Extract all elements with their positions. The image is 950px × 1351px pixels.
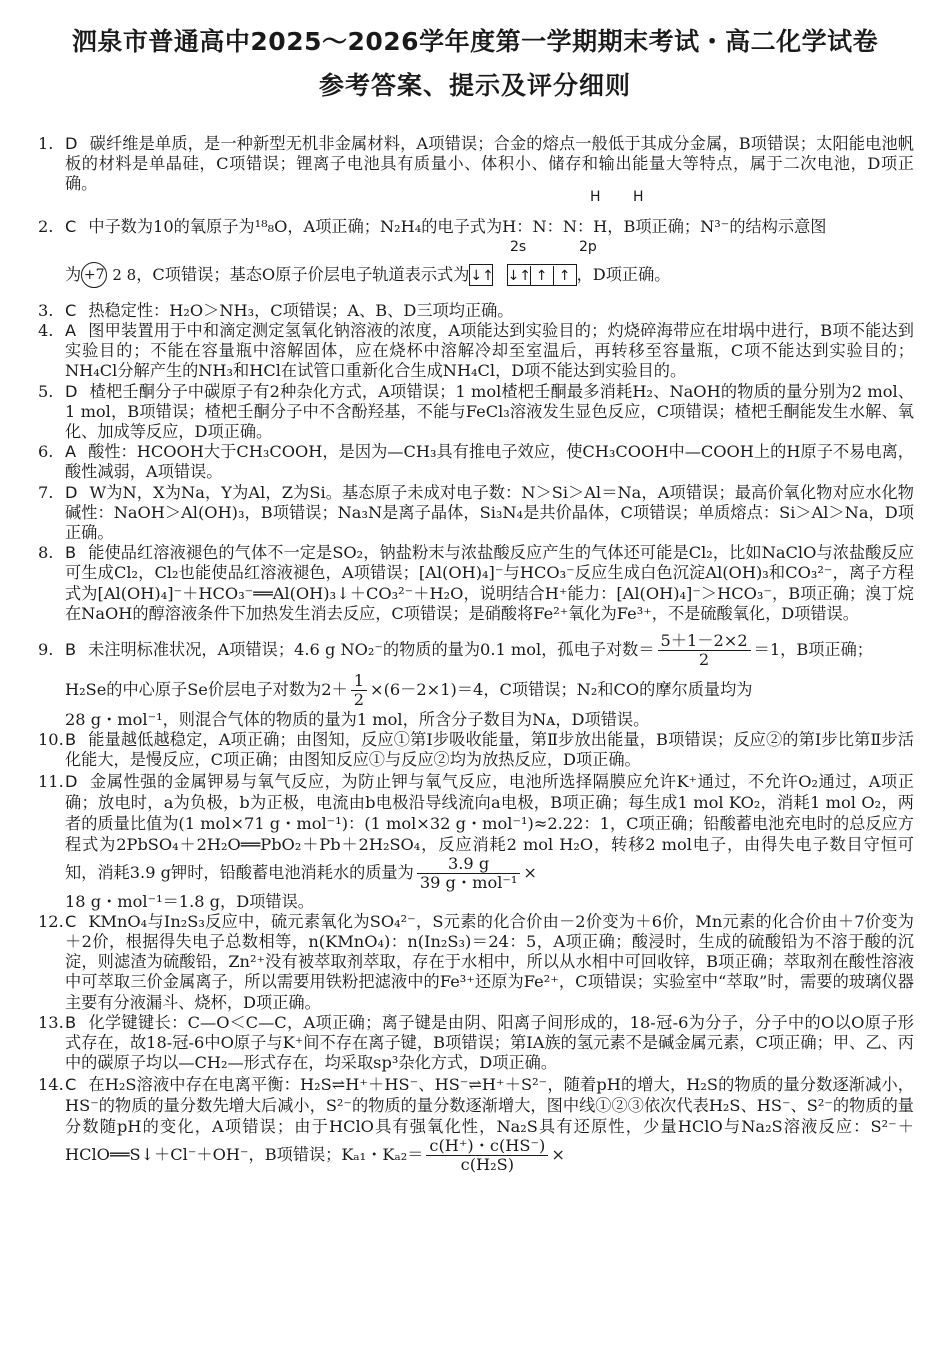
item-number: 11.	[38, 771, 64, 791]
answer-item-8	[38, 543, 914, 624]
text-wei: 为	[65, 264, 82, 284]
item-number: 1.	[38, 134, 54, 153]
answer-explanation: 热稳定性：H₂O＞NH₃，C项错误；A、B、D三项均正确。	[88, 300, 514, 320]
answer-explanation-a: 在H₂S溶液中存在电离平衡：H₂S⇌H⁺＋HS⁻、HS⁻⇌H⁺＋S²⁻，随着pH的增大，H₂S的物质的量分数逐渐减小，HS⁻的物质的量分数先增大后减小，S²⁻的物质的量分数逐渐增大，图中线①②③依次代表H₂S、HS⁻、S²⁻的物质的量分数随pH的变化，A项错误；由于HClO具有强氧化性，Na₂S具有还原性，少量HClO与Na₂S溶液反应：S²⁻＋HClO══S↓＋Cl⁻＋OH⁻，B项错误；Kₐ₁・Kₐ₂＝	[65, 1074, 914, 1164]
answer-letter: C	[65, 1074, 77, 1094]
answer-letter: D	[65, 482, 78, 502]
answer-explanation-e: 28 g・mol⁻¹，则混合气体的物质的量为1 mol，所含分子数目为Nᴀ，D项错误。	[65, 710, 650, 730]
orbital-2s-label: 2s	[510, 238, 527, 255]
orbital-2p-label: 2p	[579, 238, 597, 255]
answer-explanation-c: H₂Se的中心原子Se价层电子对数为2＋	[65, 680, 348, 700]
fraction-potassium: $\frac{3.9 g}{\text{39 g・mol⁻¹}}$	[417, 855, 521, 892]
item-number: 7.	[38, 482, 54, 502]
item-number: 10.	[38, 730, 64, 750]
answer-letter: D	[65, 134, 78, 153]
fraction-lone-pairs: $\frac{5+1-2\times 2}{2}$	[658, 632, 751, 669]
answer-item-6	[38, 442, 914, 482]
lewis-top-h: H H	[590, 188, 658, 205]
answer-letter: D	[65, 771, 78, 791]
answer-explanation-c: 18 g・mol⁻¹＝1.8 g，D项错误。	[65, 891, 314, 911]
item-number: 2.	[38, 216, 54, 236]
answer-explanation: 碳纤维是单质，是一种新型无机非金属材料，A项错误；合金的熔点一般低于其成分金属，B项错误；太阳能电池帆板的材料是单晶硅，C项错误；锂离子电池具有质量小、体积小、储存和输出能量大等特点，属于二次电池，D项正确。	[65, 134, 914, 194]
electron-shells: 2 8	[112, 265, 137, 284]
answer-letter: C	[65, 300, 77, 320]
answer-item-2	[38, 188, 914, 295]
answer-explanation-a: 金属性强的金属钾易与氧气反应，为防止钾与氧气反应，电池所选择隔膜应允许K⁺通过，不允许O₂通过，A项正确；放电时，a为负极，b为正极，电流由b电极沿导线流向a电极，B项正确；每生成1 mol KO₂，消耗1 mol O₂，两者的质量比值为(1 mol×71 g・mol⁻¹)：(1 mol×32 g・mol⁻¹)≈2.22：1，C项正确；铅酸蓄电池充电时的总反应方程式为2PbSO₄＋2H₂O══PbO₂＋Pb＋2H₂SO₄，反应消耗2 mol H₂O，转移2 mol电子，由得失电子数目守恒可知，消耗3.9 g钾时，铅酸蓄电池消耗水的质量为	[65, 771, 914, 882]
answer-explanation-b: ×	[551, 1144, 565, 1164]
page-subtitle: 参考答案、提示及评分细则	[318, 71, 631, 100]
answer-explanation-b: ×	[523, 862, 537, 882]
answer-explanation: 酸性：HCOOH大于CH₃COOH，是因为—CH₃具有推电子效应，使CH₃COOH中—COOH上的H原子不易电离，酸性减弱，A项错误。	[65, 442, 914, 482]
answer-letter: A	[65, 442, 77, 462]
answer-item-14	[38, 1074, 914, 1174]
answer-explanation-d: ×(6－2×1)＝4，C项错误；N₂和CO的摩尔质量均为	[370, 680, 753, 700]
item-number: 6.	[38, 442, 54, 462]
item-number: 4.	[38, 321, 54, 341]
fraction-half: $\frac{1}{2}$	[351, 672, 367, 709]
answer-item-4	[38, 321, 914, 382]
answer-explanation-c: ，C项错误；基态O原子价层电子轨道表示式为	[136, 264, 470, 284]
answer-list	[38, 134, 914, 1174]
item-number: 8.	[38, 543, 54, 563]
item-number: 14.	[38, 1074, 64, 1094]
answer-letter: C	[65, 911, 77, 931]
answer-item-10	[38, 730, 914, 770]
item-number: 5.	[38, 381, 54, 401]
answer-item-5	[38, 382, 914, 443]
answer-explanation: 能量越低越稳定，A项正确；由图知，反应①第Ⅰ步吸收能量，第Ⅱ步放出能量，B项错误；反应②的第Ⅰ步比第Ⅱ步活化能大，是慢反应，C项正确；由图知反应①与反应②均为放热反应，D项正确。	[65, 730, 914, 770]
item-number: 9.	[38, 640, 54, 660]
answer-item-12	[38, 912, 914, 1013]
answer-explanation: 化学键键长：C—O＜C—C，A项正确；离子键是由阴、阳离子间形成的，18-冠-6为分子，分子中的O以O原子形式存在，故18-冠-6中O原子与K⁺间不存在离子键，B项错误；第ⅠA族的氢元素不是碱金属元素，C项正确；甲、乙、丙中的碳原子均以—CH₂—形式存在，均采取sp³杂化方式，D项正确。	[65, 1012, 914, 1073]
answer-item-3	[38, 301, 914, 321]
page-title: 泗泉市普通高中2025～2026学年度第一学期期末考试・高二化学试卷	[71, 27, 879, 56]
answer-letter: B	[65, 543, 77, 563]
fraction-ka: $\frac{c(H^+)・c(HS^-)}{\text{c(H₂S)}}$	[426, 1137, 548, 1174]
answer-explanation-d: ，D项正确。	[576, 264, 671, 284]
answer-explanation: W为N，X为Na，Y为Al，Z为Si。基态原子未成对电子数：N＞Si＞Al＝Na，A项错误；最高价氧化物对应水化物碱性：NaOH＞Al(OH)₃，B项错误；Na₃N是离子晶体，Si₃N₄是共价晶体，C项错误；单质熔点：Si＞Al＞Na，D项正确。	[65, 482, 914, 543]
item-number: 3.	[38, 300, 54, 320]
item-number: 13.	[38, 1012, 64, 1032]
answer-item-9	[38, 630, 914, 730]
answer-explanation-a: 未注明标准状况，A项错误；4.6 g NO₂⁻的物质的量为0.1 mol，孤电子对数＝	[88, 640, 655, 660]
answer-explanation-b: ＝1，B项正确；	[753, 640, 873, 660]
answer-explanation: 能使品红溶液褪色的气体不一定是SO₂，钠盐粉末与浓盐酸反应产生的气体还可能是Cl₂，比如NaClO与浓盐酸反应可生成Cl₂，Cl₂也能使品红溶液褪色，A项错误；[Al(OH)₄]⁻与HCO₃⁻反应生成白色沉淀Al(OH)₃和CO₃²⁻，离子方程式为[Al(OH)₄]⁻＋HCO₃⁻══Al(OH)₃↓＋CO₃²⁻＋H₂O，说明结合H⁺能力：[Al(OH)₄]⁻＞HCO₃⁻，B项正确；溴丁烷在NaOH的醇溶液条件下加热发生消去反应，C项错误；是硝酸将Fe²⁺氧化为Fe³⁺，不是硫酸氧化，D项错误。	[65, 543, 914, 623]
orbital-2s-box: ↓↑	[469, 264, 493, 286]
answer-letter: C	[65, 216, 77, 236]
answer-item-7	[38, 483, 914, 544]
item-number: 12.	[38, 911, 64, 931]
answer-letter: A	[65, 321, 77, 341]
answer-explanation: 楂杷壬酮分子中碳原子有2种杂化方式，A项错误；1 mol楂杷壬酮最多消耗H₂、NaOH的物质的量分别为2 mol、1 mol，B项错误；楂杷壬酮分子中不含酚羟基，不能与FeCl₃溶液发生显色反应，C项错误；楂杷壬酮能发生水解、氧化、加成等反应，D项正确。	[65, 381, 914, 442]
nucleus-circle: +7	[81, 262, 107, 288]
answer-explanation-a: 中子数为10的氧原子为¹⁸₈O，A项正确；N₂H₄的电子式为H：N：N：H，B项正确；N³⁻的结构示意图	[88, 216, 827, 236]
answer-explanation: KMnO₄与In₂S₃反应中，硫元素氧化为SO₄²⁻，S元素的化合价由－2价变为＋6价，Mn元素的化合价由＋7价变为＋2价，根据得失电子总数相等，n(KMnO₄)：n(In₂S₃)＝24：5，A项正确；酸浸时，生成的硫酸铅为不溶于酸的沉淀，则滤渣为硫酸铅，Zn²⁺没有被萃取剂萃取，存在于水相中，所以从水相中可回收锌，B项正确；萃取剂在酸性溶液中可萃取三价金属离子，所以需要用铁粉把滤液中的Fe³⁺还原为Fe²⁺，C项错误；实验室中“萃取”时，需要的玻璃仪器主要有分液漏斗、烧杯，D项正确。	[65, 911, 914, 1012]
answer-letter: B	[65, 730, 77, 750]
answer-item-1	[38, 134, 914, 195]
answer-item-11	[38, 771, 914, 912]
answer-letter: B	[65, 640, 77, 660]
answer-explanation: 图甲装置用于中和滴定测定氢氧化钠溶液的浓度，A项能达到实验目的；灼烧碎海带应在坩埚中进行，B项不能达到实验目的；不能在容量瓶中溶解固体，应在烧杯中溶解冷却至室温后，再转移至容量瓶，C项不能达到实验目的；NH₄Cl分解产生的NH₃和HCl在试管口重新化合生成NH₄Cl，D项不能达到实验目的。	[65, 321, 914, 381]
answer-letter: D	[65, 381, 78, 401]
answer-item-13	[38, 1013, 914, 1074]
answer-letter: B	[65, 1012, 77, 1032]
orbital-2p-box: ↓↑ ↑ ↑	[507, 264, 577, 286]
